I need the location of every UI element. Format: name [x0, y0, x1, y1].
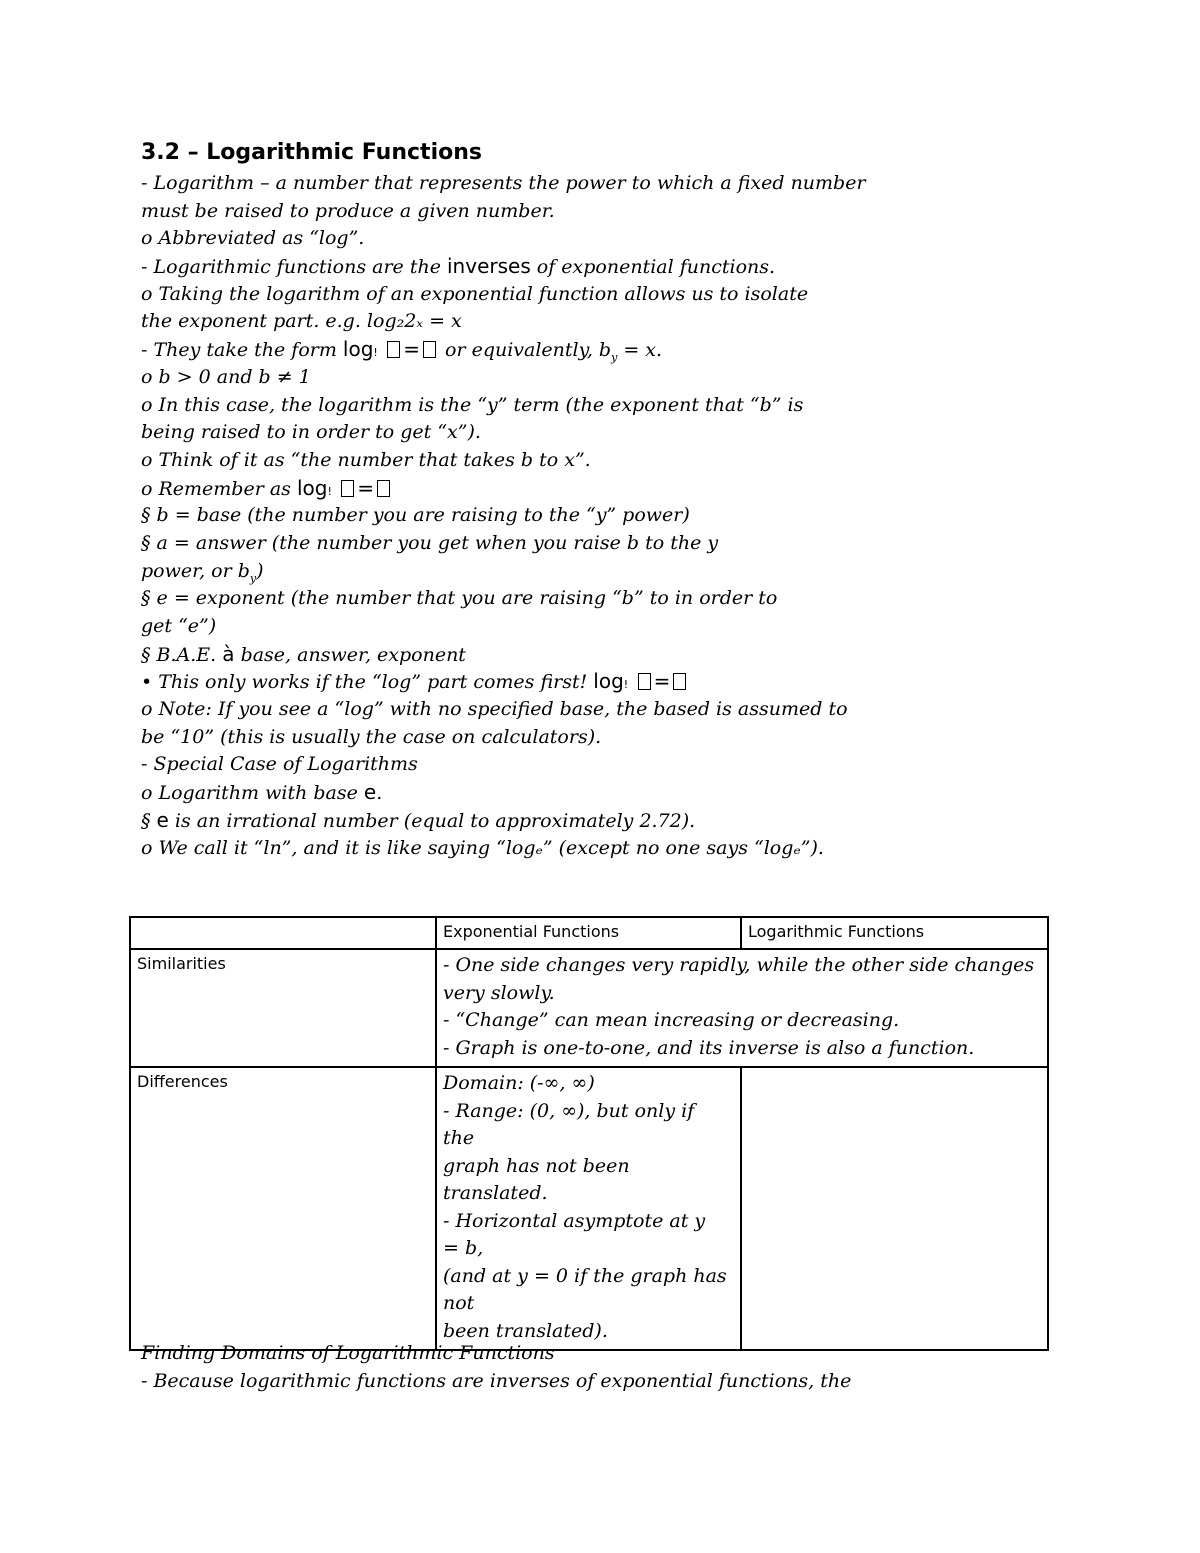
- table-row-similarities: [130, 949, 1048, 1067]
- notes-section: [141, 170, 901, 862]
- differences-logarithmic-cell: [741, 1067, 1048, 1350]
- log-formula: log! =: [593, 669, 689, 693]
- note-line: be “10” (this is usually the case on calculators).: [141, 725, 602, 748]
- missing-glyph-box: [377, 480, 390, 497]
- table-row-differences: [130, 1067, 1048, 1350]
- cell-line: = b,: [443, 1237, 484, 1259]
- note-line: o Taking the logarithm of an exponential function allows us to isolate: [141, 282, 809, 305]
- cell-line: - One side changes very rapidly, while the other side changes: [443, 954, 1035, 976]
- arrow-glyph: à: [222, 641, 235, 666]
- e-symbol: e: [363, 780, 377, 805]
- note-line: § a = answer (the number you get when you raise b to the y: [141, 531, 719, 554]
- log-formula: log! =: [297, 476, 393, 500]
- note-line: o Think of it as “the number that takes b to x”.: [141, 448, 591, 471]
- note-line: § e is an irrational number (equal to approximately 2.72).: [141, 807, 696, 832]
- note-line: o We call it “ln”, and it is like saying “logₑ” (except no one says “logₑ”).: [141, 836, 824, 859]
- row-label-similarities: Similarities: [130, 949, 436, 1067]
- note-line: § e = exponent (the number that you are raising “b” to in order to: [141, 587, 778, 610]
- note-line: - Because logarithmic functions are inverses of exponential functions, the: [141, 1369, 852, 1392]
- missing-glyph-box: [387, 341, 400, 358]
- header-cell-blank: [130, 917, 436, 949]
- note-line: - They take the form log! = or equivalently, $b_y = x$.: [141, 337, 663, 364]
- cell-line: not: [443, 1292, 475, 1314]
- cell-line: - Graph is one-to-one, and its inverse is also a function.: [443, 1036, 975, 1059]
- cell-line: (and at y = 0 if the graph has: [443, 1264, 727, 1287]
- header-cell-logarithmic: Logarithmic Functions: [741, 917, 1048, 949]
- note-line: must be raised to produce a given number.: [141, 199, 555, 222]
- cell-line: - Horizontal asymptote at y: [443, 1209, 706, 1232]
- note-line: o b > 0 and b ≠ 1: [141, 365, 311, 388]
- note-line: o Note: If you see a “log” with no specified base, the based is assumed to: [141, 698, 848, 721]
- section-heading: Finding Domains of Logarithmic Functions: [141, 1342, 555, 1364]
- differences-exponential-cell: [436, 1067, 741, 1350]
- note-line: the exponent part. e.g. log₂2ₓ = x: [141, 310, 462, 333]
- cell-line: graph has not been: [443, 1154, 630, 1177]
- page-title: 3.2 – Logarithmic Functions: [141, 140, 482, 165]
- e-symbol: e: [156, 807, 169, 832]
- note-line: § b = base (the number you are raising to the “y” power): [141, 504, 690, 527]
- comparison-table: [129, 916, 1049, 1351]
- missing-glyph-box: [423, 341, 436, 358]
- table-header-row: [130, 917, 1048, 949]
- note-line: o Abbreviated as “log”.: [141, 227, 365, 250]
- note-line: being raised to in order to get “x”).: [141, 421, 481, 444]
- domains-section: [141, 1340, 851, 1395]
- note-line: o Logarithm with base e.: [141, 780, 383, 805]
- missing-glyph-box: [673, 673, 686, 690]
- cell-line: the: [443, 1127, 475, 1149]
- missing-glyph-box: [638, 673, 651, 690]
- note-line: power, or $b_y$): [141, 559, 264, 585]
- cell-line: been translated).: [443, 1319, 608, 1342]
- note-line: - Special Case of Logarithms: [141, 753, 418, 776]
- log-formula: log! =: [343, 337, 439, 361]
- cell-line: translated.: [443, 1182, 548, 1204]
- note-line: o In this case, the logarithm is the “y” term (the exponent that “b” is: [141, 393, 804, 416]
- similarities-cell: [436, 949, 1048, 1067]
- missing-glyph-box: [341, 480, 354, 497]
- note-line: - Logarithm – a number that represents the power to which a fixed number: [141, 172, 866, 194]
- cell-line: - “Change” can mean increasing or decreasing.: [443, 1009, 900, 1031]
- cell-line: Domain: (-∞, ∞): [443, 1072, 595, 1094]
- row-label-differences: Differences: [130, 1067, 436, 1350]
- note-line: • This only works if the “log” part comes first! log! =: [141, 668, 901, 696]
- note-line: o Remember as log! =: [141, 475, 901, 503]
- note-line: get “e”): [141, 615, 217, 637]
- note-line: - Logarithmic functions are the inverses of exponential functions.: [141, 254, 776, 279]
- cell-line: very slowly.: [443, 981, 555, 1004]
- header-cell-exponential: Exponential Functions: [436, 917, 741, 949]
- note-line: § B.A.E. à base, answer, exponent: [141, 641, 466, 666]
- cell-line: - Range: (0, ∞), but only if: [443, 1099, 695, 1122]
- inverses-term: inverses: [447, 254, 531, 279]
